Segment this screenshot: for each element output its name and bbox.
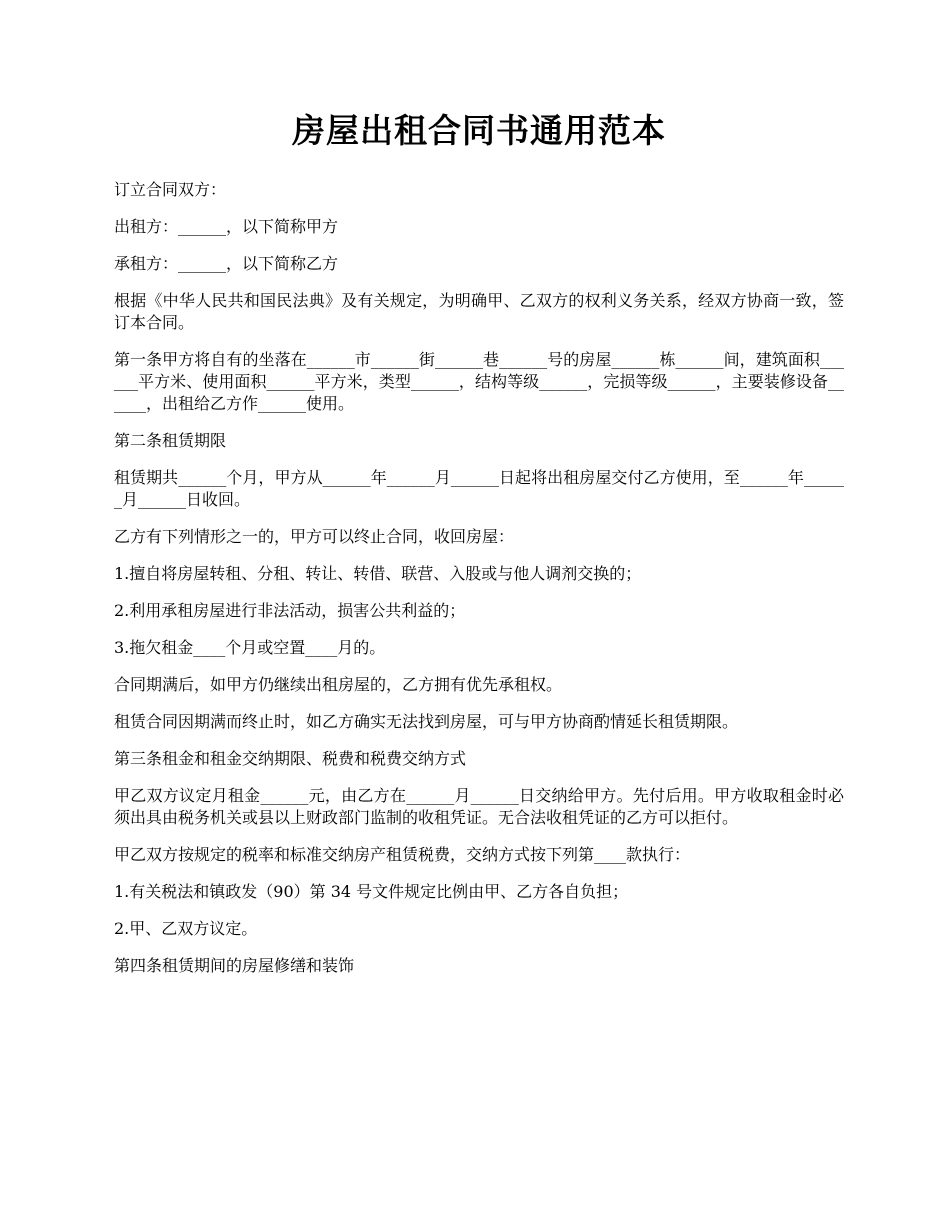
paragraph-termination-item-1: 1.擅自将房屋转租、分租、转让、转借、联营、入股或与他人调剂交换的； [114,563,642,583]
paragraph-tax-item-1: 1.有关税法和镇政发（90）第 34 号文件规定比例由甲、乙方各自负担； [114,881,629,901]
document-page [114,110,844,992]
paragraph-tax-item-2: 2.甲、乙双方议定。 [114,918,258,938]
paragraph-rent-payment: 甲乙双方议定月租金______元，由乙方在______月______日交纳给甲方。先付后用。甲方收取租金时必须出具由税务机关或县以上财政部门监制的收租凭证。无合法收租凭证的乙方可以拒付。 [114,785,844,827]
paragraph-article-1: 第一条甲方将自有的坐落在______市______街______巷______号的房屋______栋______间，建筑面积______平方米、使用面积______平方米，类型______，结构等级______，完损等级______，主要装修设备______，出租给乙方作______使用。 [114,349,844,413]
paragraph-tax-intro: 甲乙双方按规定的税率和标准交纳房产租赁税费，交纳方式按下列第____款执行： [114,844,691,864]
paragraph-lessee: 承租方：______，以下简称乙方 [114,253,339,273]
paragraph-article-2-heading: 第二条租赁期限 [114,430,227,450]
paragraph-termination-intro: 乙方有下列情形之一的，甲方可以终止合同，收回房屋： [114,526,515,546]
paragraph-parties-heading: 订立合同双方： [114,179,227,199]
document-title: 房屋出租合同书通用范本 [292,111,666,150]
paragraph-extension: 租赁合同因期满而终止时，如乙方确实无法找到房屋，可与甲方协商酌情延长租赁期限。 [114,711,739,731]
paragraph-termination-item-3: 3.拖欠租金____个月或空置____月的。 [114,637,386,657]
paragraph-lessor: 出租方：______，以下简称甲方 [114,216,339,236]
paragraph-lease-term: 租赁期共______个月，甲方从______年______月______日起将出租房屋交付乙方使用，至______年______月______日收回。 [114,467,844,509]
paragraph-preamble: 根据《中华人民共和国民法典》及有关规定，为明确甲、乙双方的权利义务关系，经双方协商一致，签订本合同。 [114,290,844,332]
paragraph-article-4-heading: 第四条租赁期间的房屋修缮和装饰 [114,955,355,975]
paragraph-termination-item-2: 2.利用承租房屋进行非法活动，损害公共利益的； [114,600,466,620]
paragraph-article-3-heading: 第三条租金和租金交纳期限、税费和税费交纳方式 [114,748,467,768]
paragraph-priority-right: 合同期满后，如甲方仍继续出租房屋的，乙方拥有优先承租权。 [114,674,563,694]
